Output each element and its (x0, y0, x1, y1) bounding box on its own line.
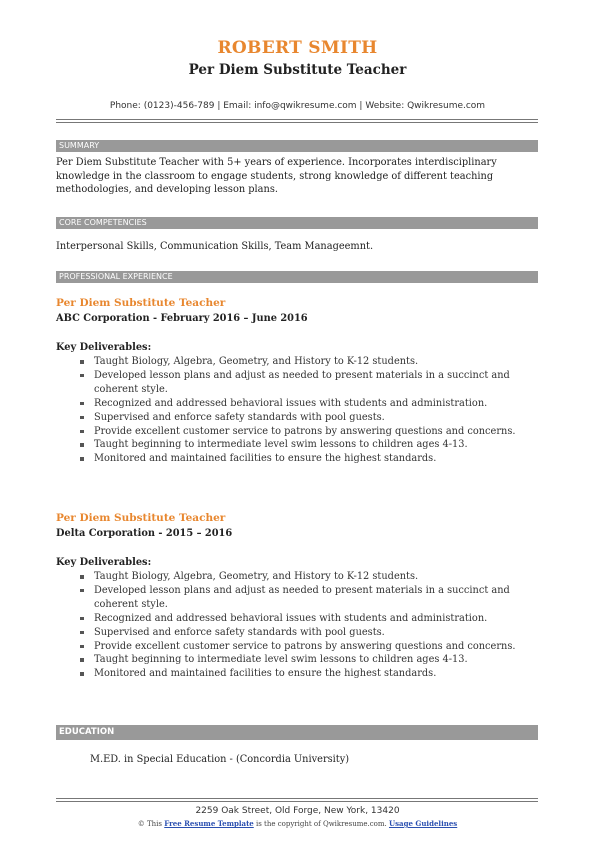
list-item: Provide excellent customer service to patrons by answering questions and concerns. (56, 640, 538, 654)
deliverables-list (56, 570, 538, 681)
bullet-icon (80, 575, 84, 579)
list-item: Recognized and addressed behavioral issues with students and administration. (56, 612, 538, 626)
bullet-icon (80, 672, 84, 676)
job-role: Per Diem Substitute Teacher (56, 512, 226, 524)
bullet-icon (80, 658, 84, 662)
bullet-icon (80, 402, 84, 406)
education-entry: M.ED. in Special Education - (Concordia University) (90, 754, 350, 765)
bullet-icon (80, 589, 84, 593)
key-deliverables-label: Key Deliverables: (56, 342, 152, 353)
footer-copyright (0, 819, 595, 828)
bullet-icon (80, 374, 84, 378)
header-divider-top (56, 119, 538, 120)
footer-divider-top (56, 798, 538, 799)
list-item: Taught Biology, Algebra, Geometry, and History to K-12 students. (56, 570, 538, 584)
free-resume-template-link[interactable]: Free Resume Template (164, 819, 254, 828)
list-item: Recognized and addressed behavioral issues with students and administration. (56, 397, 538, 411)
job-role: Per Diem Substitute Teacher (56, 297, 226, 309)
list-item: Taught beginning to intermediate level swim lessons to children ages 4-13. (56, 438, 538, 452)
bullet-icon (80, 457, 84, 461)
bullet-icon (80, 443, 84, 447)
list-item: Taught Biology, Algebra, Geometry, and History to K-12 students. (56, 355, 538, 369)
bullet-icon (80, 631, 84, 635)
usage-guidelines-link[interactable]: Usage Guidelines (388, 819, 458, 828)
footer-address: 2259 Oak Street, Old Forge, New York, 13420 (195, 806, 400, 816)
key-deliverables-label: Key Deliverables: (56, 557, 152, 568)
summary-heading: SUMMARY (56, 140, 538, 152)
candidate-title: Per Diem Substitute Teacher (188, 62, 407, 78)
bullet-icon (80, 430, 84, 434)
bullet-icon (80, 416, 84, 420)
list-item: Provide excellent customer service to patrons by answering questions and concerns. (56, 425, 538, 439)
job-company: ABC Corporation - February 2016 – June 2016 (56, 313, 308, 324)
job-company: Delta Corporation - 2015 – 2016 (56, 528, 233, 539)
competencies-text: Interpersonal Skills, Communication Skills, Team Manageemnt. (56, 241, 374, 252)
bullet-icon (80, 617, 84, 621)
summary-text: Per Diem Substitute Teacher with 5+ years of experience. Incorporates interdisciplinary knowledge in the classroom to engage students, strong knowledge of different teaching methodologies, and developing lesson plans. (56, 157, 497, 196)
bullet-icon (80, 645, 84, 649)
list-item: Monitored and maintained facilities to ensure the highest standards. (56, 667, 538, 681)
list-item: Developed lesson plans and adjust as needed to present materials in a succinct and coherent style. (56, 584, 538, 612)
list-item: Developed lesson plans and adjust as needed to present materials in a succinct and coherent style. (56, 369, 538, 397)
copyright-prefix: © This (137, 820, 165, 828)
competencies-heading: CORE COMPETENCIES (56, 217, 538, 229)
header-divider-bottom (56, 122, 538, 123)
list-item: Monitored and maintained facilities to ensure the highest standards. (56, 452, 538, 466)
list-item: Supervised and enforce safety standards with pool guests. (56, 411, 538, 425)
candidate-name: ROBERT SMITH (217, 38, 378, 58)
deliverables-list (56, 355, 538, 466)
experience-heading: PROFESSIONAL EXPERIENCE (56, 271, 538, 283)
footer-divider-bottom (56, 801, 538, 802)
copyright-middle: is the copyright of Qwikresume.com. (253, 820, 389, 828)
list-item: Taught beginning to intermediate level swim lessons to children ages 4-13. (56, 653, 538, 667)
list-item: Supervised and enforce safety standards with pool guests. (56, 626, 538, 640)
education-heading: EDUCATION (56, 725, 538, 740)
bullet-icon (80, 360, 84, 364)
contact-line: Phone: (0123)-456-789 | Email: info@qwikresume.com | Website: Qwikresume.com (109, 101, 486, 111)
